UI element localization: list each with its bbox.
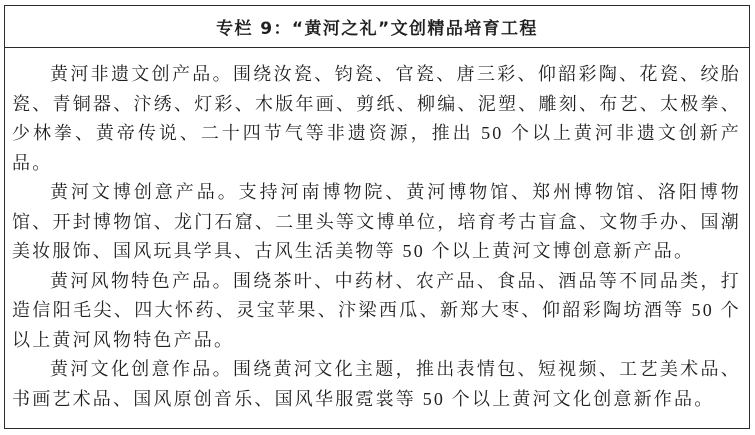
item-paragraph: [12, 267, 741, 356]
column-body: [5, 48, 749, 428]
special-column-box: [4, 5, 750, 429]
item-paragraph: [12, 178, 741, 267]
item-description: 围绕汝瓷、钧瓷、官瓷、唐三彩、仰韶彩陶、花瓷、绞胎瓷、青铜器、汴绣、灯彩、木版年画、剪纸、柳编、泥塑、雕刻、布艺、太极拳、少林拳、黄帝传说、二十四节气等非遗资源，推出 50 个以上黄河非遗文创新产品。: [12, 64, 741, 173]
item-heading: 黄河非遗文创产品。: [50, 64, 233, 84]
item-heading: 黄河文博创意产品。: [50, 182, 239, 202]
item-description: 围绕茶叶、中药材、农产品、食品、酒品等不同品类，打造信阳毛尖、四大怀药、灵宝苹果、汴梁西瓜、新郑大枣、仰韶彩陶坊酒等 50 个以上黄河风物特色产品。: [12, 270, 741, 350]
item-description: 围绕黄河文化主题，推出表情包、短视频、工艺美术品、书画艺术品、国风原创音乐、国风华服霓裳等 50 个以上黄河文化创意新作品。: [12, 359, 741, 409]
item-heading: 黄河风物特色产品。: [50, 270, 233, 291]
item-paragraph: [12, 355, 741, 414]
column-title: 专栏 9：“黄河之礼”文创精品培育工程: [5, 6, 749, 48]
item-heading: 黄河文化创意作品。: [50, 359, 233, 379]
item-paragraph: [12, 60, 741, 178]
item-description: 支持河南博物院、黄河博物馆、郑州博物馆、洛阳博物馆、开封博物馆、龙门石窟、二里头等文博单位，培育考古盲盒、文物手办、国潮美妆服饰、国风玩具学具、古风生活美物等 50 个以上黄河文博创意新产品。: [12, 182, 741, 261]
